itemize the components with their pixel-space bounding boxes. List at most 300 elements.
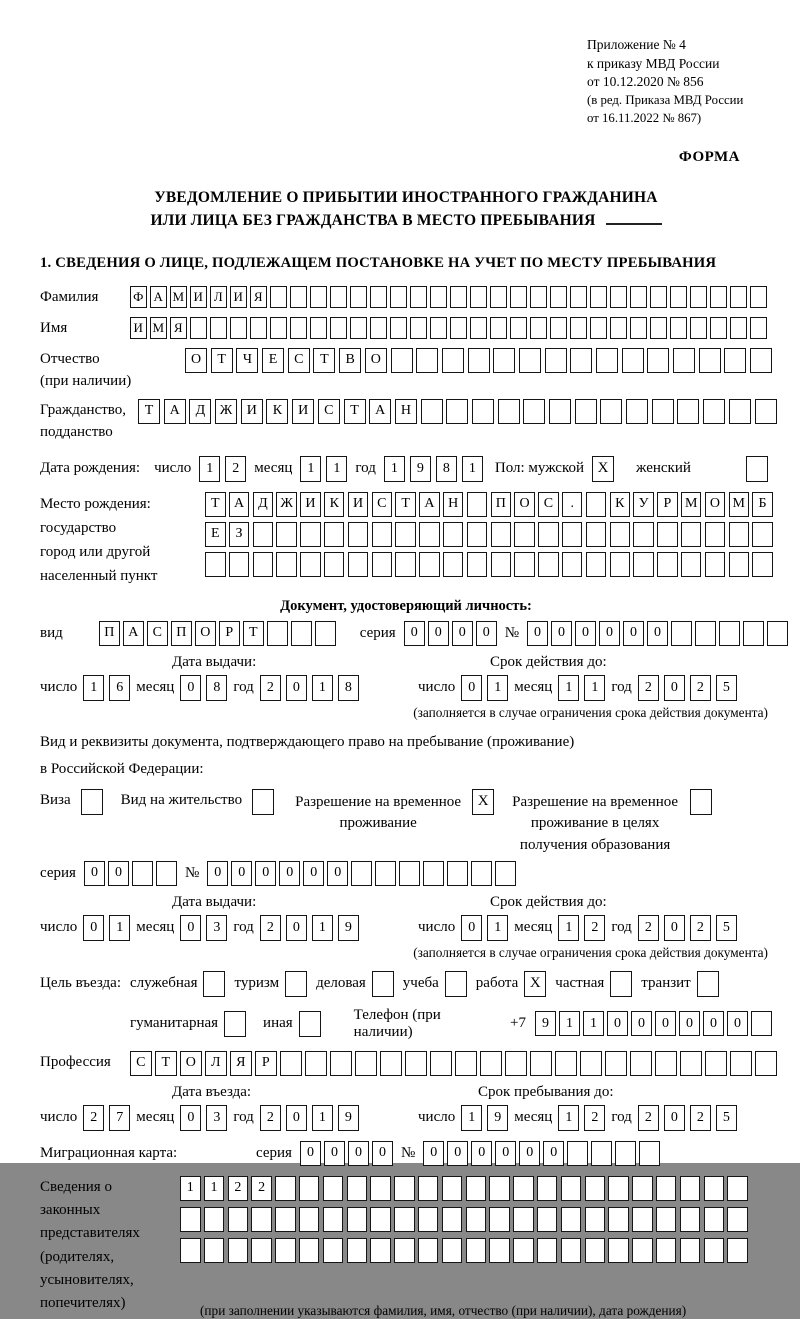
char-cell[interactable]: С — [130, 1051, 152, 1076]
char-cell[interactable] — [730, 317, 747, 339]
char-cell[interactable] — [190, 317, 207, 339]
char-cell[interactable] — [610, 522, 631, 547]
char-cell[interactable] — [580, 1051, 602, 1076]
char-cell[interactable] — [330, 317, 347, 339]
char-cell[interactable] — [729, 399, 751, 424]
char-cell[interactable]: С — [538, 492, 559, 517]
char-cell[interactable]: 9 — [535, 1011, 556, 1036]
char-cell[interactable]: 2 — [584, 1105, 605, 1131]
char-cell[interactable]: Т — [344, 399, 366, 424]
char-cell[interactable]: А — [229, 492, 250, 517]
char-cell[interactable] — [633, 522, 654, 547]
char-cell[interactable] — [704, 1238, 725, 1263]
char-cell[interactable] — [727, 1207, 748, 1232]
char-cell[interactable] — [514, 522, 535, 547]
char-cell[interactable]: 0 — [664, 1105, 685, 1131]
char-cell[interactable] — [442, 1176, 463, 1201]
char-cell[interactable] — [705, 1051, 727, 1076]
char-cell[interactable] — [690, 317, 707, 339]
char-cell[interactable] — [394, 1207, 415, 1232]
char-cell[interactable] — [610, 552, 631, 577]
char-cell[interactable] — [727, 1176, 748, 1201]
char-cell[interactable]: 0 — [551, 621, 572, 646]
char-cell[interactable]: 7 — [109, 1105, 130, 1131]
char-cell[interactable]: А — [150, 286, 167, 308]
char-cell[interactable]: 0 — [471, 1141, 492, 1166]
char-cell[interactable]: 8 — [206, 675, 227, 701]
char-cell[interactable] — [537, 1176, 558, 1201]
char-cell[interactable]: 1 — [461, 1105, 482, 1131]
char-cell[interactable] — [291, 621, 312, 646]
char-cell[interactable] — [585, 1207, 606, 1232]
char-cell[interactable] — [370, 1207, 391, 1232]
char-cell[interactable] — [228, 1238, 249, 1263]
char-cell[interactable]: 0 — [300, 1141, 321, 1166]
char-cell[interactable] — [324, 552, 345, 577]
char-cell[interactable]: 0 — [447, 1141, 468, 1166]
char-cell[interactable]: Ж — [215, 399, 237, 424]
gender-male-checkbox[interactable]: X — [592, 456, 614, 482]
char-cell[interactable] — [446, 399, 468, 424]
char-cell[interactable]: Т — [211, 348, 233, 373]
char-cell[interactable] — [419, 522, 440, 547]
char-cell[interactable]: Е — [205, 522, 226, 547]
char-cell[interactable]: 0 — [495, 1141, 516, 1166]
char-cell[interactable]: 0 — [461, 675, 482, 701]
char-cell[interactable] — [608, 1176, 629, 1201]
char-cell[interactable]: 3 — [206, 1105, 227, 1131]
char-cell[interactable]: З — [229, 522, 250, 547]
char-cell[interactable] — [330, 1051, 352, 1076]
char-cell[interactable] — [275, 1207, 296, 1232]
char-cell[interactable]: 0 — [180, 1105, 201, 1131]
char-cell[interactable] — [632, 1176, 653, 1201]
char-cell[interactable]: 8 — [436, 456, 457, 482]
char-cell[interactable]: . — [562, 492, 583, 517]
char-cell[interactable]: 0 — [180, 675, 201, 701]
char-cell[interactable]: Л — [205, 1051, 227, 1076]
char-cell[interactable] — [561, 1207, 582, 1232]
char-cell[interactable] — [724, 348, 746, 373]
char-cell[interactable]: 0 — [324, 1141, 345, 1166]
char-cell[interactable] — [743, 621, 764, 646]
char-cell[interactable] — [493, 348, 515, 373]
char-cell[interactable] — [656, 1207, 677, 1232]
char-cell[interactable] — [395, 552, 416, 577]
char-cell[interactable] — [567, 1141, 588, 1166]
char-cell[interactable] — [562, 522, 583, 547]
char-cell[interactable] — [466, 1176, 487, 1201]
char-cell[interactable] — [630, 1051, 652, 1076]
char-cell[interactable] — [270, 317, 287, 339]
char-cell[interactable] — [156, 861, 177, 886]
char-cell[interactable] — [299, 1207, 320, 1232]
char-cell[interactable]: 1 — [583, 1011, 604, 1036]
char-cell[interactable] — [673, 348, 695, 373]
char-cell[interactable]: 1 — [312, 675, 333, 701]
char-cell[interactable] — [561, 1176, 582, 1201]
char-cell[interactable] — [394, 1238, 415, 1263]
temp-residence-education-checkbox[interactable] — [690, 789, 712, 815]
char-cell[interactable]: 0 — [452, 621, 473, 646]
char-cell[interactable] — [615, 1141, 636, 1166]
char-cell[interactable] — [695, 621, 716, 646]
char-cell[interactable] — [471, 861, 492, 886]
char-cell[interactable] — [423, 861, 444, 886]
char-cell[interactable] — [372, 552, 393, 577]
char-cell[interactable]: О — [185, 348, 207, 373]
char-cell[interactable] — [600, 399, 622, 424]
char-cell[interactable] — [729, 552, 750, 577]
char-cell[interactable] — [622, 348, 644, 373]
char-cell[interactable] — [348, 522, 369, 547]
char-cell[interactable]: 0 — [703, 1011, 724, 1036]
char-cell[interactable] — [585, 1176, 606, 1201]
char-cell[interactable]: 1 — [558, 915, 579, 941]
char-cell[interactable] — [324, 522, 345, 547]
char-cell[interactable]: К — [324, 492, 345, 517]
char-cell[interactable] — [586, 492, 607, 517]
char-cell[interactable] — [550, 317, 567, 339]
char-cell[interactable] — [750, 286, 767, 308]
char-cell[interactable] — [680, 1207, 701, 1232]
char-cell[interactable] — [705, 522, 726, 547]
char-cell[interactable]: 2 — [690, 1105, 711, 1131]
char-cell[interactable]: И — [241, 399, 263, 424]
char-cell[interactable]: 0 — [476, 621, 497, 646]
char-cell[interactable] — [467, 552, 488, 577]
char-cell[interactable]: 0 — [84, 861, 105, 886]
char-cell[interactable] — [300, 522, 321, 547]
char-cell[interactable]: П — [491, 492, 512, 517]
char-cell[interactable] — [626, 399, 648, 424]
char-cell[interactable] — [350, 317, 367, 339]
char-cell[interactable] — [310, 286, 327, 308]
char-cell[interactable] — [251, 1207, 272, 1232]
char-cell[interactable] — [630, 317, 647, 339]
char-cell[interactable] — [204, 1207, 225, 1232]
char-cell[interactable] — [330, 286, 347, 308]
char-cell[interactable] — [727, 1238, 748, 1263]
char-cell[interactable] — [710, 317, 727, 339]
char-cell[interactable]: 1 — [312, 1105, 333, 1131]
transit-checkbox[interactable] — [697, 971, 719, 997]
char-cell[interactable]: 9 — [338, 915, 359, 941]
char-cell[interactable]: А — [369, 399, 391, 424]
char-cell[interactable]: 0 — [575, 621, 596, 646]
char-cell[interactable] — [657, 552, 678, 577]
char-cell[interactable] — [430, 317, 447, 339]
char-cell[interactable] — [730, 1051, 752, 1076]
char-cell[interactable] — [590, 317, 607, 339]
tourism-checkbox[interactable] — [285, 971, 307, 997]
char-cell[interactable]: М — [150, 317, 167, 339]
char-cell[interactable] — [710, 286, 727, 308]
char-cell[interactable]: 0 — [348, 1141, 369, 1166]
char-cell[interactable] — [610, 286, 627, 308]
char-cell[interactable] — [253, 522, 274, 547]
char-cell[interactable]: Е — [262, 348, 284, 373]
char-cell[interactable] — [416, 348, 438, 373]
char-cell[interactable] — [652, 399, 674, 424]
char-cell[interactable]: О — [180, 1051, 202, 1076]
char-cell[interactable] — [290, 286, 307, 308]
char-cell[interactable] — [299, 1176, 320, 1201]
char-cell[interactable]: 8 — [338, 675, 359, 701]
char-cell[interactable]: 2 — [225, 456, 246, 482]
char-cell[interactable]: 1 — [180, 1176, 201, 1201]
char-cell[interactable]: Т — [243, 621, 264, 646]
char-cell[interactable] — [677, 399, 699, 424]
char-cell[interactable]: Д — [253, 492, 274, 517]
char-cell[interactable]: 0 — [727, 1011, 748, 1036]
char-cell[interactable] — [513, 1176, 534, 1201]
char-cell[interactable] — [490, 286, 507, 308]
char-cell[interactable]: 1 — [326, 456, 347, 482]
char-cell[interactable] — [513, 1238, 534, 1263]
char-cell[interactable]: 2 — [584, 915, 605, 941]
char-cell[interactable]: 0 — [623, 621, 644, 646]
char-cell[interactable] — [670, 317, 687, 339]
char-cell[interactable] — [430, 1051, 452, 1076]
char-cell[interactable]: 1 — [558, 675, 579, 701]
gender-female-checkbox[interactable] — [746, 456, 768, 482]
char-cell[interactable] — [510, 317, 527, 339]
char-cell[interactable] — [750, 317, 767, 339]
char-cell[interactable]: 0 — [180, 915, 201, 941]
char-cell[interactable] — [490, 317, 507, 339]
char-cell[interactable]: 0 — [286, 675, 307, 701]
char-cell[interactable]: 1 — [487, 675, 508, 701]
char-cell[interactable] — [590, 286, 607, 308]
char-cell[interactable] — [370, 286, 387, 308]
char-cell[interactable]: С — [318, 399, 340, 424]
char-cell[interactable]: О — [514, 492, 535, 517]
char-cell[interactable]: П — [171, 621, 192, 646]
char-cell[interactable]: С — [288, 348, 310, 373]
char-cell[interactable] — [390, 317, 407, 339]
char-cell[interactable] — [630, 286, 647, 308]
char-cell[interactable]: 1 — [559, 1011, 580, 1036]
char-cell[interactable]: Т — [155, 1051, 177, 1076]
char-cell[interactable]: Т — [395, 492, 416, 517]
char-cell[interactable]: 0 — [428, 621, 449, 646]
char-cell[interactable]: Ж — [276, 492, 297, 517]
char-cell[interactable]: 0 — [279, 861, 300, 886]
char-cell[interactable] — [323, 1207, 344, 1232]
char-cell[interactable] — [656, 1176, 677, 1201]
char-cell[interactable] — [608, 1207, 629, 1232]
char-cell[interactable]: 0 — [327, 861, 348, 886]
study-checkbox[interactable] — [445, 971, 467, 997]
char-cell[interactable] — [755, 1051, 777, 1076]
char-cell[interactable] — [347, 1176, 368, 1201]
char-cell[interactable] — [467, 522, 488, 547]
char-cell[interactable] — [656, 1238, 677, 1263]
char-cell[interactable] — [655, 1051, 677, 1076]
char-cell[interactable]: 0 — [404, 621, 425, 646]
char-cell[interactable]: В — [339, 348, 361, 373]
char-cell[interactable] — [443, 552, 464, 577]
char-cell[interactable] — [372, 522, 393, 547]
char-cell[interactable] — [375, 861, 396, 886]
char-cell[interactable] — [657, 522, 678, 547]
char-cell[interactable]: Н — [443, 492, 464, 517]
char-cell[interactable] — [418, 1176, 439, 1201]
char-cell[interactable]: К — [266, 399, 288, 424]
char-cell[interactable] — [530, 286, 547, 308]
char-cell[interactable] — [347, 1238, 368, 1263]
char-cell[interactable]: И — [230, 286, 247, 308]
char-cell[interactable] — [680, 1176, 701, 1201]
char-cell[interactable]: Я — [250, 286, 267, 308]
char-cell[interactable]: 0 — [543, 1141, 564, 1166]
char-cell[interactable] — [323, 1176, 344, 1201]
char-cell[interactable] — [442, 1238, 463, 1263]
char-cell[interactable]: 0 — [231, 861, 252, 886]
char-cell[interactable] — [450, 317, 467, 339]
char-cell[interactable] — [250, 317, 267, 339]
char-cell[interactable] — [267, 621, 288, 646]
char-cell[interactable] — [450, 286, 467, 308]
char-cell[interactable]: А — [419, 492, 440, 517]
char-cell[interactable] — [491, 522, 512, 547]
char-cell[interactable] — [670, 286, 687, 308]
char-cell[interactable] — [489, 1176, 510, 1201]
char-cell[interactable] — [470, 317, 487, 339]
char-cell[interactable] — [290, 317, 307, 339]
char-cell[interactable]: 2 — [260, 1105, 281, 1131]
char-cell[interactable] — [767, 621, 788, 646]
char-cell[interactable] — [555, 1051, 577, 1076]
char-cell[interactable] — [405, 1051, 427, 1076]
char-cell[interactable] — [466, 1238, 487, 1263]
char-cell[interactable]: 9 — [487, 1105, 508, 1131]
char-cell[interactable] — [730, 286, 747, 308]
char-cell[interactable]: 1 — [558, 1105, 579, 1131]
char-cell[interactable]: О — [195, 621, 216, 646]
char-cell[interactable] — [495, 861, 516, 886]
char-cell[interactable] — [699, 348, 721, 373]
char-cell[interactable] — [550, 286, 567, 308]
char-cell[interactable]: И — [300, 492, 321, 517]
char-cell[interactable]: 6 — [109, 675, 130, 701]
char-cell[interactable]: 0 — [679, 1011, 700, 1036]
char-cell[interactable] — [430, 286, 447, 308]
char-cell[interactable] — [591, 1141, 612, 1166]
char-cell[interactable] — [530, 1051, 552, 1076]
char-cell[interactable] — [442, 348, 464, 373]
char-cell[interactable] — [523, 399, 545, 424]
char-cell[interactable]: 0 — [423, 1141, 444, 1166]
char-cell[interactable]: 2 — [638, 915, 659, 941]
char-cell[interactable]: 0 — [303, 861, 324, 886]
char-cell[interactable] — [549, 399, 571, 424]
char-cell[interactable] — [632, 1207, 653, 1232]
char-cell[interactable]: 0 — [372, 1141, 393, 1166]
char-cell[interactable]: Я — [170, 317, 187, 339]
char-cell[interactable]: 0 — [255, 861, 276, 886]
char-cell[interactable] — [391, 348, 413, 373]
char-cell[interactable] — [305, 1051, 327, 1076]
char-cell[interactable]: 3 — [206, 915, 227, 941]
char-cell[interactable] — [705, 552, 726, 577]
char-cell[interactable] — [419, 552, 440, 577]
char-cell[interactable] — [538, 522, 559, 547]
char-cell[interactable]: 2 — [260, 675, 281, 701]
char-cell[interactable]: 0 — [83, 915, 104, 941]
char-cell[interactable]: 0 — [286, 915, 307, 941]
char-cell[interactable] — [605, 1051, 627, 1076]
char-cell[interactable] — [399, 861, 420, 886]
char-cell[interactable]: 9 — [338, 1105, 359, 1131]
char-cell[interactable] — [394, 1176, 415, 1201]
visa-checkbox[interactable] — [81, 789, 103, 815]
char-cell[interactable]: 1 — [109, 915, 130, 941]
char-cell[interactable] — [132, 861, 153, 886]
char-cell[interactable] — [704, 1207, 725, 1232]
char-cell[interactable] — [752, 552, 773, 577]
char-cell[interactable] — [210, 317, 227, 339]
char-cell[interactable]: 1 — [204, 1176, 225, 1201]
char-cell[interactable]: Л — [210, 286, 227, 308]
char-cell[interactable] — [537, 1238, 558, 1263]
char-cell[interactable]: Т — [205, 492, 226, 517]
char-cell[interactable]: С — [372, 492, 393, 517]
char-cell[interactable]: 0 — [607, 1011, 628, 1036]
char-cell[interactable] — [410, 286, 427, 308]
char-cell[interactable] — [447, 861, 468, 886]
char-cell[interactable] — [545, 348, 567, 373]
private-checkbox[interactable] — [610, 971, 632, 997]
char-cell[interactable] — [639, 1141, 660, 1166]
char-cell[interactable] — [315, 621, 336, 646]
char-cell[interactable] — [472, 399, 494, 424]
char-cell[interactable]: С — [147, 621, 168, 646]
char-cell[interactable] — [390, 286, 407, 308]
char-cell[interactable] — [355, 1051, 377, 1076]
char-cell[interactable] — [370, 317, 387, 339]
residence-permit-checkbox[interactable] — [252, 789, 274, 815]
char-cell[interactable] — [323, 1238, 344, 1263]
char-cell[interactable] — [204, 1238, 225, 1263]
char-cell[interactable]: 0 — [286, 1105, 307, 1131]
char-cell[interactable] — [562, 552, 583, 577]
char-cell[interactable]: 0 — [519, 1141, 540, 1166]
char-cell[interactable]: Р — [657, 492, 678, 517]
char-cell[interactable]: И — [190, 286, 207, 308]
char-cell[interactable] — [729, 522, 750, 547]
char-cell[interactable] — [690, 286, 707, 308]
char-cell[interactable]: 0 — [527, 621, 548, 646]
char-cell[interactable] — [180, 1238, 201, 1263]
char-cell[interactable]: Д — [189, 399, 211, 424]
char-cell[interactable] — [505, 1051, 527, 1076]
temp-residence-checkbox[interactable]: X — [472, 789, 494, 815]
char-cell[interactable] — [608, 1238, 629, 1263]
char-cell[interactable]: У — [633, 492, 654, 517]
char-cell[interactable]: 2 — [690, 675, 711, 701]
char-cell[interactable] — [370, 1238, 391, 1263]
char-cell[interactable] — [348, 552, 369, 577]
char-cell[interactable] — [570, 317, 587, 339]
char-cell[interactable]: 2 — [690, 915, 711, 941]
char-cell[interactable]: А — [123, 621, 144, 646]
char-cell[interactable]: М — [729, 492, 750, 517]
char-cell[interactable]: 0 — [664, 915, 685, 941]
char-cell[interactable] — [276, 552, 297, 577]
char-cell[interactable] — [491, 552, 512, 577]
